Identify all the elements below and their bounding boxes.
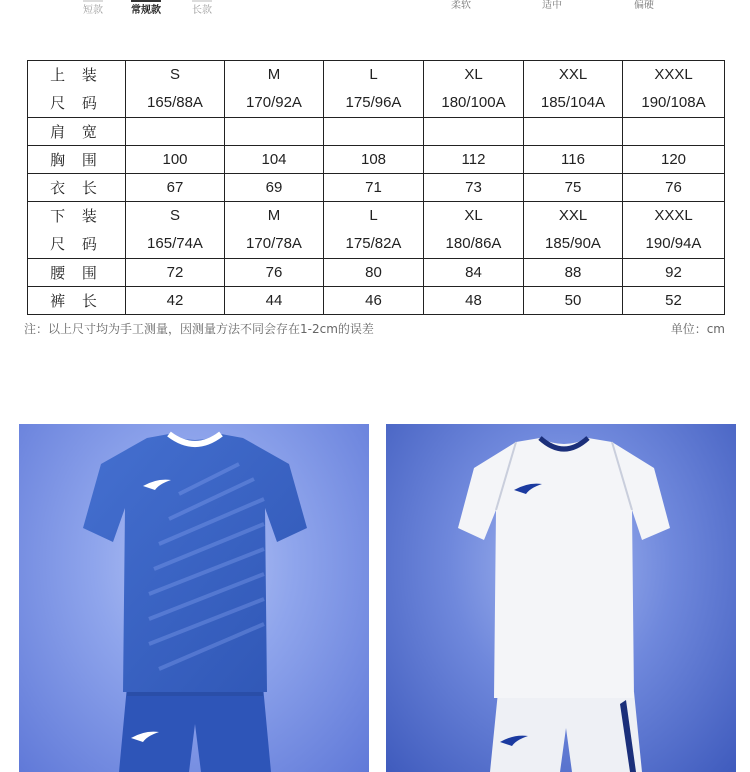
table-cell: 48 (424, 287, 524, 315)
top-size-cell (524, 61, 623, 118)
size-letter: XL (464, 66, 483, 83)
table-cell: 42 (126, 287, 225, 315)
top-size-cell (225, 61, 324, 118)
bottom-header-line1: 下 装 (50, 207, 103, 225)
shorts (490, 692, 642, 772)
bottom-size-cell (324, 202, 424, 259)
size-code: 165/74A (147, 235, 203, 252)
row-label: 裤 长 (28, 287, 126, 315)
fit-tab-short[interactable] (83, 0, 103, 20)
bottom-size-cell (424, 202, 524, 259)
size-letter: M (267, 207, 281, 224)
top-header-line2: 尺 码 (50, 94, 103, 112)
size-letter: S (169, 66, 180, 83)
bottom-header-line2: 尺 码 (50, 235, 103, 253)
fit-tab-long[interactable] (192, 0, 212, 20)
white-uniform-illustration (386, 424, 736, 772)
row-label: 腰 围 (28, 259, 126, 287)
size-code: 175/82A (345, 235, 402, 252)
table-cell: 108 (324, 146, 424, 174)
top-size-header-row (28, 61, 725, 118)
size-code: 175/96A (345, 94, 402, 111)
size-code: 190/94A (645, 235, 702, 252)
softness-medium-label: 适中 (542, 0, 562, 11)
softness-hard-label: 偏硬 (634, 0, 654, 11)
fit-tab-regular-indicator (131, 0, 161, 2)
fit-tab-short-indicator (83, 0, 103, 2)
bottom-size-cell (623, 202, 725, 259)
table-cell: 80 (324, 259, 424, 287)
size-letter: XXL (558, 66, 588, 83)
bottom-size-header-row (28, 202, 725, 259)
size-letter: L (369, 207, 378, 224)
table-cell: 84 (424, 259, 524, 287)
table-cell: 75 (524, 174, 623, 202)
table-cell: 50 (524, 287, 623, 315)
white-uniform-photo (386, 424, 736, 772)
table-cell: 52 (623, 287, 725, 315)
table-cell (225, 118, 324, 146)
table-cell: 72 (126, 259, 225, 287)
table-cell: 46 (324, 287, 424, 315)
table-cell: 104 (225, 146, 324, 174)
table-cell: 73 (424, 174, 524, 202)
table-cell: 44 (225, 287, 324, 315)
collar-trim (169, 434, 221, 444)
table-cell: 71 (324, 174, 424, 202)
bottom-size-header-cell (28, 202, 126, 259)
size-letter: XXL (558, 207, 588, 224)
fit-tab-regular[interactable] (131, 0, 161, 20)
jersey-body (458, 438, 670, 698)
size-code: 170/78A (246, 235, 302, 252)
size-letter: XL (464, 207, 483, 224)
size-code: 165/88A (147, 94, 203, 111)
blue-uniform-illustration (19, 424, 369, 772)
table-cell: 112 (424, 146, 524, 174)
table-cell: 76 (623, 174, 725, 202)
pants-length-row (28, 287, 725, 315)
table-cell (324, 118, 424, 146)
size-letter: M (267, 66, 281, 83)
fit-tab-long-label: 长款 (192, 5, 212, 16)
table-cell: 120 (623, 146, 725, 174)
fit-tab-long-indicator (192, 0, 212, 2)
size-letter: S (169, 207, 180, 224)
table-cell: 100 (126, 146, 225, 174)
size-chart-table (27, 60, 725, 315)
garment-length-row (28, 174, 725, 202)
size-code: 185/104A (540, 94, 606, 111)
row-label: 肩 宽 (28, 118, 126, 146)
size-code: 180/100A (441, 94, 506, 111)
size-letter: L (369, 66, 378, 83)
size-code: 190/108A (641, 94, 706, 111)
size-letter: XXXL (654, 207, 693, 224)
top-header-line1: 上 装 (50, 66, 103, 84)
top-size-cell (623, 61, 725, 118)
table-cell (524, 118, 623, 146)
top-size-header-cell (28, 61, 126, 118)
table-cell: 92 (623, 259, 725, 287)
blue-uniform-photo (19, 424, 369, 772)
shoulder-width-row (28, 118, 725, 146)
row-label: 胸 围 (28, 146, 126, 174)
bottom-size-cell (225, 202, 324, 259)
fit-options-strip (0, 0, 750, 22)
top-size-cell (424, 61, 524, 118)
unit-label: 单位：cm (670, 322, 725, 336)
fit-tab-regular-label: 常规款 (131, 5, 161, 16)
size-code: 180/86A (445, 235, 502, 252)
table-cell: 67 (126, 174, 225, 202)
top-size-cell (324, 61, 424, 118)
bottom-size-cell (126, 202, 225, 259)
table-cell: 116 (524, 146, 623, 174)
bottom-size-cell (524, 202, 623, 259)
measurement-note: 注：以上尺寸均为手工测量，因测量方法不同会存在1-2cm的误差 (24, 322, 374, 336)
table-cell: 69 (225, 174, 324, 202)
fit-tab-short-label: 短款 (83, 5, 103, 16)
row-label: 衣 长 (28, 174, 126, 202)
shorts (119, 686, 271, 772)
table-cell (126, 118, 225, 146)
table-cell: 76 (225, 259, 324, 287)
table-cell: 88 (524, 259, 623, 287)
size-code: 170/92A (246, 94, 302, 111)
waist-row (28, 259, 725, 287)
size-code: 185/90A (545, 235, 601, 252)
chest-row (28, 146, 725, 174)
table-cell (424, 118, 524, 146)
softness-soft-label: 柔软 (451, 0, 471, 11)
top-size-cell (126, 61, 225, 118)
size-letter: XXXL (654, 66, 693, 83)
table-cell (623, 118, 725, 146)
